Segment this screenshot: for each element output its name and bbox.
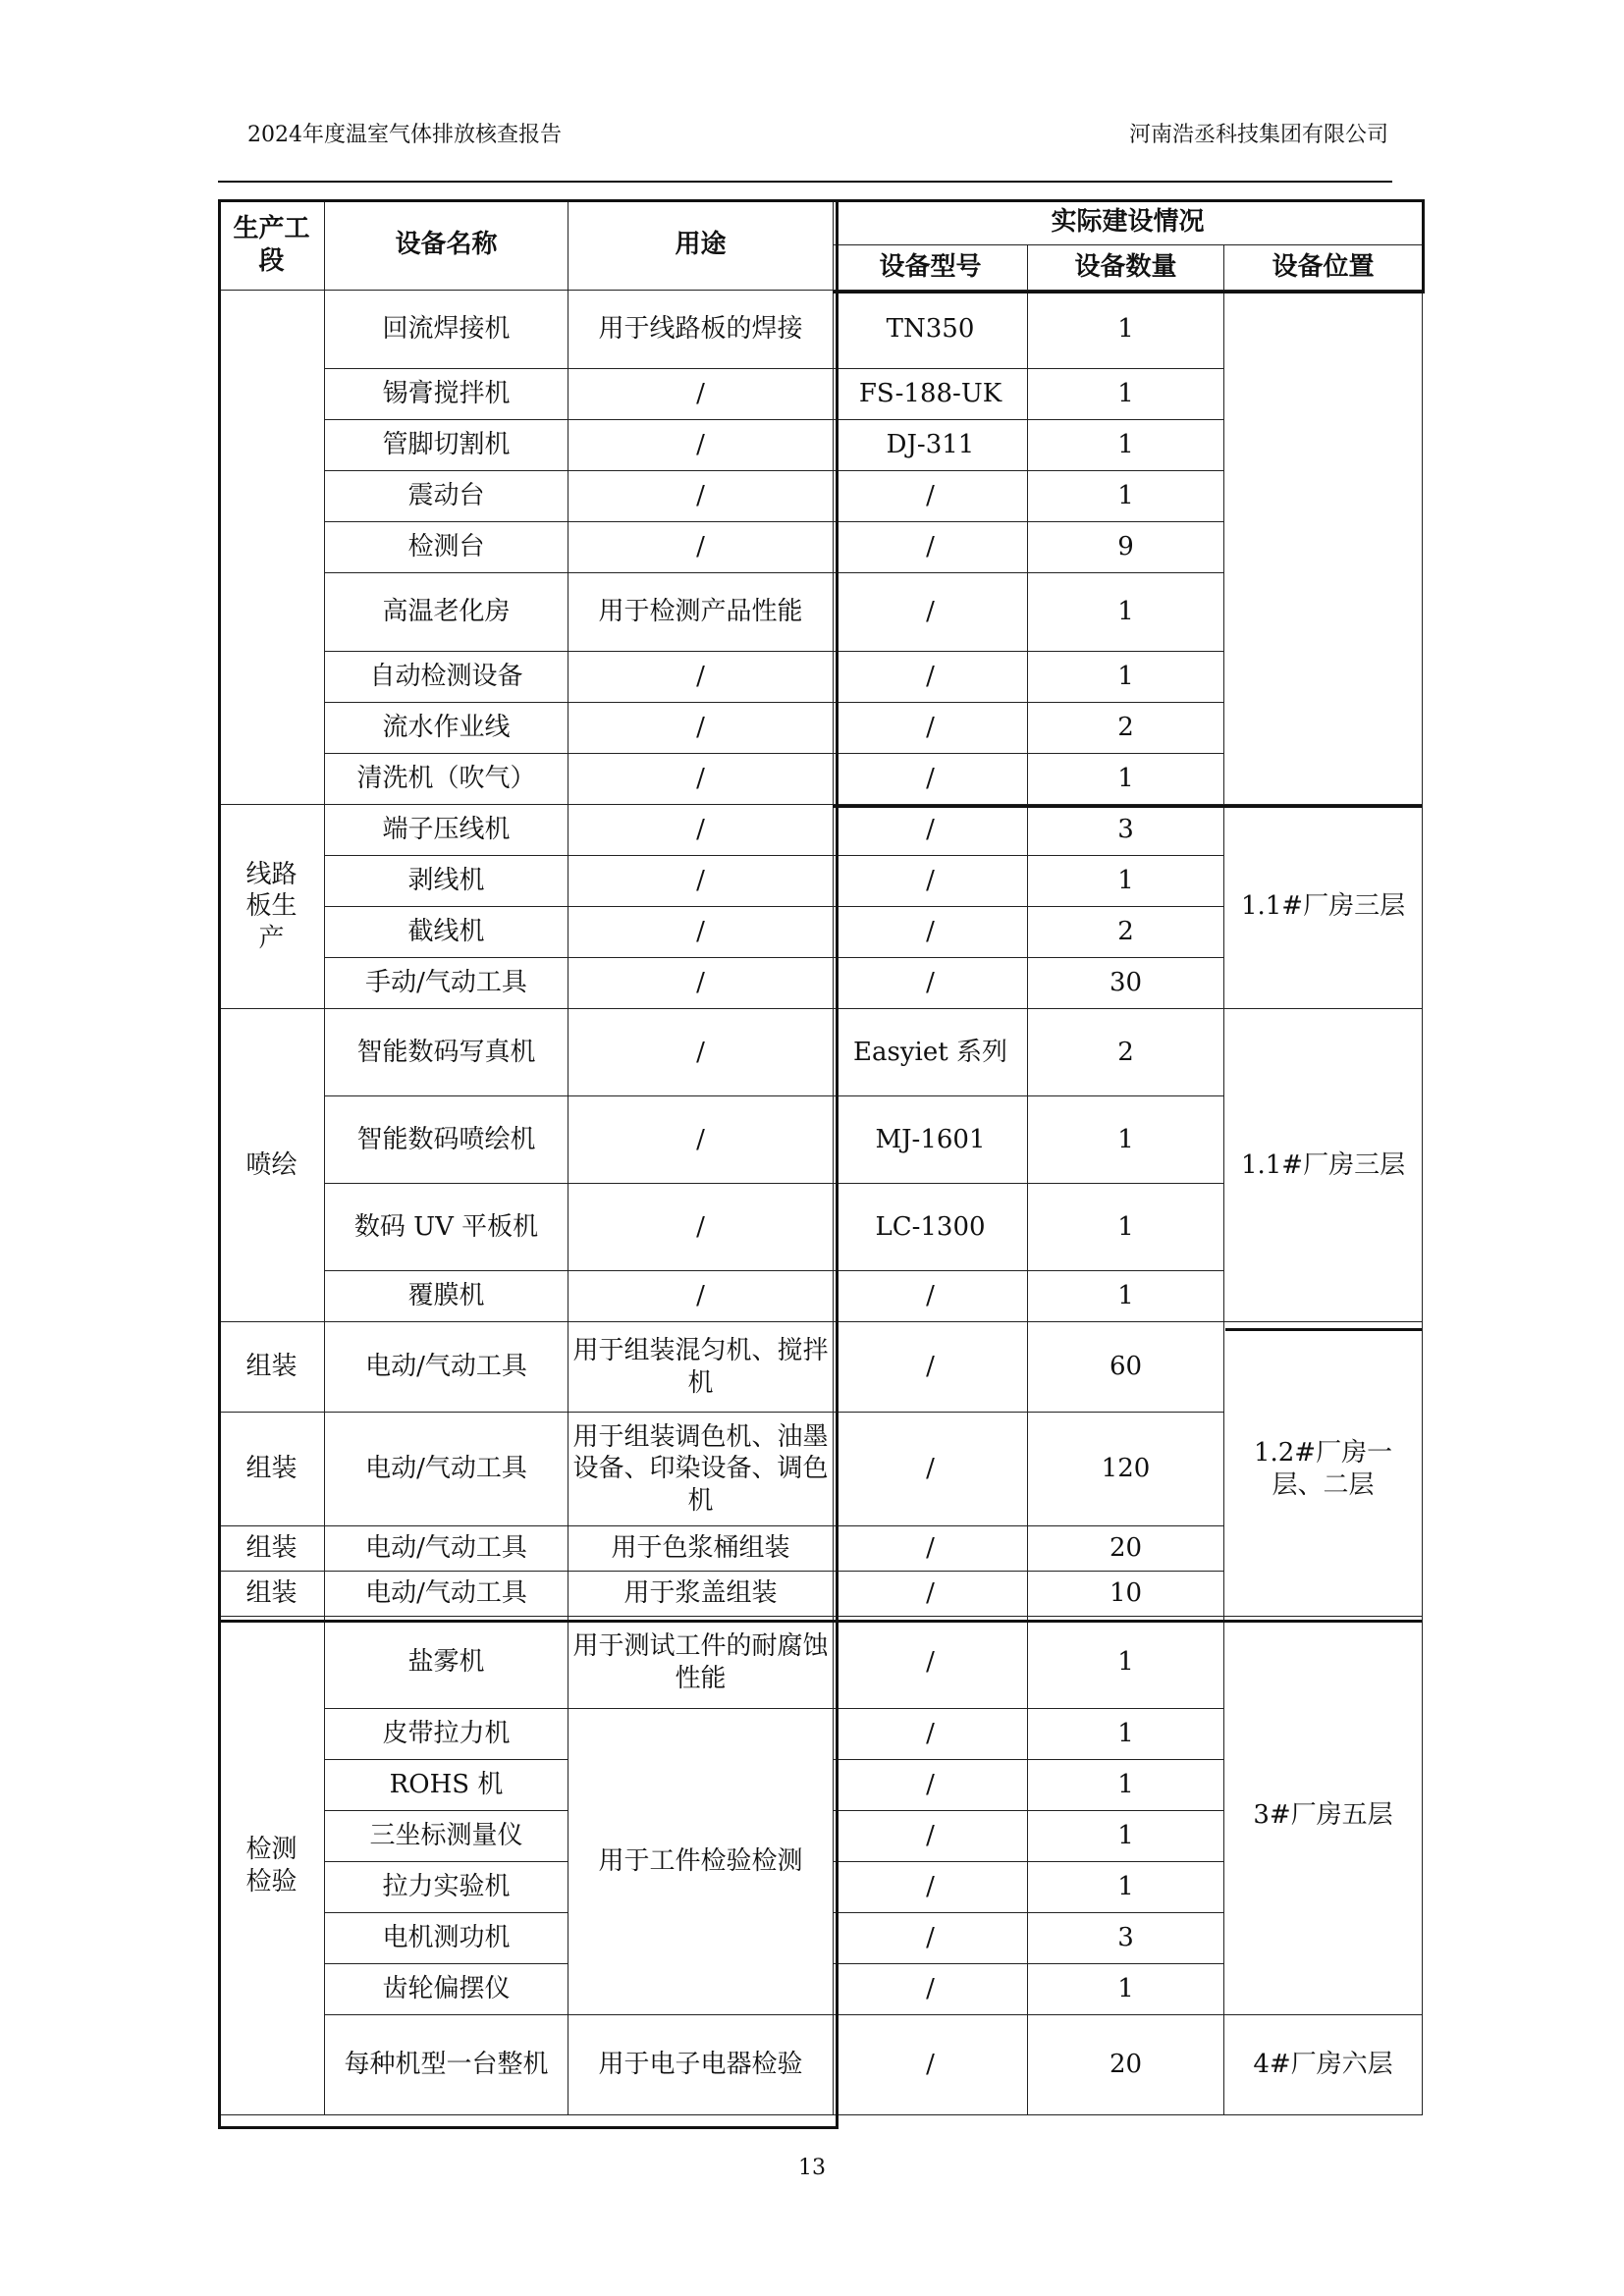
equipment-qty: 1 [1028,1617,1224,1709]
equipment-qty: 30 [1028,958,1224,1009]
equipment-use: / [568,703,834,754]
equipment-qty: 60 [1028,1322,1224,1413]
equipment-name: 锡膏搅拌机 [325,369,568,420]
equipment-model: / [834,471,1028,522]
equipment-use: / [568,1184,834,1271]
equipment-use: / [568,420,834,471]
equipment-name: 截线机 [325,907,568,958]
equipment-name: 自动检测设备 [325,652,568,703]
equipment-name: 回流焊接机 [325,291,568,369]
equipment-name: 震动台 [325,471,568,522]
equipment-qty: 1 [1028,369,1224,420]
company-name: 河南浩丞科技集团有限公司 [1128,123,1388,147]
equipment-model: TN350 [834,291,1028,369]
table-row [219,1322,1423,1413]
page-header [218,116,1388,155]
equipment-model: LC-1300 [834,1184,1028,1271]
equipment-qty: 20 [1028,2015,1224,2115]
equipment-name: 高温老化房 [325,573,568,652]
equipment-qty: 3 [1028,1913,1224,1964]
equipment-qty: 1 [1028,754,1224,805]
equipment-model: / [834,2015,1028,2115]
header-location: 设备位置 [1224,245,1423,291]
equipment-model: / [834,805,1028,856]
equipment-name: 电动/气动工具 [325,1413,568,1526]
equipment-qty: 1 [1028,1811,1224,1862]
table-row [219,2015,1423,2115]
equipment-model: / [834,1526,1028,1572]
equipment-qty: 1 [1028,1709,1224,1760]
equipment-use: / [568,1009,834,1096]
equipment-use: / [568,958,834,1009]
equipment-use: 用于测试工件的耐腐蚀性能 [568,1617,834,1709]
equipment-name: 清洗机（吹气） [325,754,568,805]
equipment-model: / [834,754,1028,805]
stage-cell: 组装 [219,1322,325,1413]
equipment-model: / [834,1811,1028,1862]
table-row [219,1617,1423,1709]
equipment-name: 智能数码喷绘机 [325,1096,568,1184]
equipment-qty: 1 [1028,420,1224,471]
equipment-name: 剥线机 [325,856,568,907]
equipment-use: 用于线路板的焊接 [568,291,834,369]
stage-cell: 组装 [219,1572,325,1617]
equipment-model: / [834,1271,1028,1322]
equipment-use: 用于组装混匀机、搅拌机 [568,1322,834,1413]
equipment-model: Easyiet 系列 [834,1009,1028,1096]
equipment-use: / [568,652,834,703]
location-cell: 4#厂房六层 [1224,2015,1423,2115]
equipment-name: 每种机型一台整机 [325,2015,568,2115]
header-rule [218,181,1392,183]
equipment-qty: 1 [1028,1271,1224,1322]
equipment-model: / [834,958,1028,1009]
equipment-qty: 1 [1028,1964,1224,2015]
equipment-qty: 1 [1028,652,1224,703]
equipment-use: / [568,754,834,805]
header-use: 用途 [568,200,834,291]
equipment-model: / [834,1913,1028,1964]
equipment-name: 拉力实验机 [325,1862,568,1913]
equipment-use: / [568,1096,834,1184]
equipment-qty: 120 [1028,1413,1224,1526]
equipment-name: 数码 UV 平板机 [325,1184,568,1271]
equipment-qty: 1 [1028,1862,1224,1913]
equipment-use: 用于浆盖组装 [568,1572,834,1617]
equipment-model: MJ-1601 [834,1096,1028,1184]
equipment-name: 手动/气动工具 [325,958,568,1009]
equipment-name: 电机测功机 [325,1913,568,1964]
equipment-name: 智能数码写真机 [325,1009,568,1096]
stage-cell: 喷绘 [219,1009,325,1322]
equipment-qty: 1 [1028,291,1224,369]
equipment-model: DJ-311 [834,420,1028,471]
equipment-qty: 9 [1028,522,1224,573]
equipment-qty: 1 [1028,856,1224,907]
equipment-qty: 20 [1028,1526,1224,1572]
equipment-use: / [568,369,834,420]
table-row [219,1009,1423,1096]
equipment-qty: 1 [1028,1184,1224,1271]
equipment-table [218,199,1423,2115]
equipment-name: 皮带拉力机 [325,1709,568,1760]
equipment-use: / [568,907,834,958]
equipment-qty: 1 [1028,1760,1224,1811]
stage-cell [219,291,325,805]
equipment-qty: 1 [1028,1096,1224,1184]
equipment-name: 三坐标测量仪 [325,1811,568,1862]
equipment-use: 用于色浆桶组装 [568,1526,834,1572]
equipment-use: 用于组装调色机、油墨设备、印染设备、调色机 [568,1413,834,1526]
equipment-use: 用于检测产品性能 [568,573,834,652]
equipment-model: / [834,907,1028,958]
equipment-use: / [568,856,834,907]
table-row [219,805,1423,856]
location-cell [1224,291,1423,805]
stage-cell [219,1617,325,2115]
page-number: 13 [798,2156,826,2180]
equipment-model: / [834,522,1028,573]
table-row [219,291,1423,369]
header-stage: 生产工段 [219,200,325,291]
equipment-model: / [834,1964,1028,2015]
location-cell: 1.2#厂房一层、二层 [1224,1322,1423,1617]
equipment-name: ROHS 机 [325,1760,568,1811]
stage-cell: 组装 [219,1526,325,1572]
stage-label: 检测检验 [245,1835,298,1896]
equipment-use: / [568,805,834,856]
equipment-model: / [834,1709,1028,1760]
equipment-name: 管脚切割机 [325,420,568,471]
equipment-qty: 3 [1028,805,1224,856]
equipment-model: / [834,856,1028,907]
equipment-name: 覆膜机 [325,1271,568,1322]
equipment-model: FS-188-UK [834,369,1028,420]
stage-cell: 组装 [219,1413,325,1526]
equipment-model: / [834,1572,1028,1617]
equipment-name: 检测台 [325,522,568,573]
header-model: 设备型号 [834,245,1028,291]
equipment-name: 电动/气动工具 [325,1322,568,1413]
equipment-use: / [568,1271,834,1322]
header-equipment-name: 设备名称 [325,200,568,291]
location-cell: 1.1#厂房三层 [1224,805,1423,1009]
equipment-model: / [834,703,1028,754]
equipment-model: / [834,1617,1028,1709]
equipment-model: / [834,1862,1028,1913]
header-actual-construction: 实际建设情况 [834,200,1423,245]
equipment-use: 用于工件检验检测 [568,1709,834,2015]
equipment-name: 流水作业线 [325,703,568,754]
equipment-qty: 1 [1028,573,1224,652]
equipment-use: / [568,471,834,522]
location-cell: 3#厂房五层 [1224,1617,1423,2015]
equipment-name: 盐雾机 [325,1617,568,1709]
equipment-use: 用于电子电器检验 [568,2015,834,2115]
location-cell: 1.1#厂房三层 [1224,1009,1423,1322]
equipment-name: 端子压线机 [325,805,568,856]
equipment-name: 电动/气动工具 [325,1572,568,1617]
equipment-use: / [568,522,834,573]
equipment-qty: 2 [1028,907,1224,958]
equipment-model: / [834,1322,1028,1413]
stage-label: 线路板生产 [245,859,298,953]
header-quantity: 设备数量 [1028,245,1224,291]
equipment-qty: 2 [1028,1009,1224,1096]
equipment-qty: 1 [1028,471,1224,522]
equipment-qty: 10 [1028,1572,1224,1617]
equipment-name: 齿轮偏摆仪 [325,1964,568,2015]
equipment-model: / [834,1413,1028,1526]
equipment-model: / [834,652,1028,703]
equipment-name: 电动/气动工具 [325,1526,568,1572]
report-title: 2024年度温室气体排放核查报告 [247,123,562,147]
equipment-model: / [834,573,1028,652]
equipment-qty: 2 [1028,703,1224,754]
stage-cell [219,805,325,1009]
equipment-model: / [834,1760,1028,1811]
